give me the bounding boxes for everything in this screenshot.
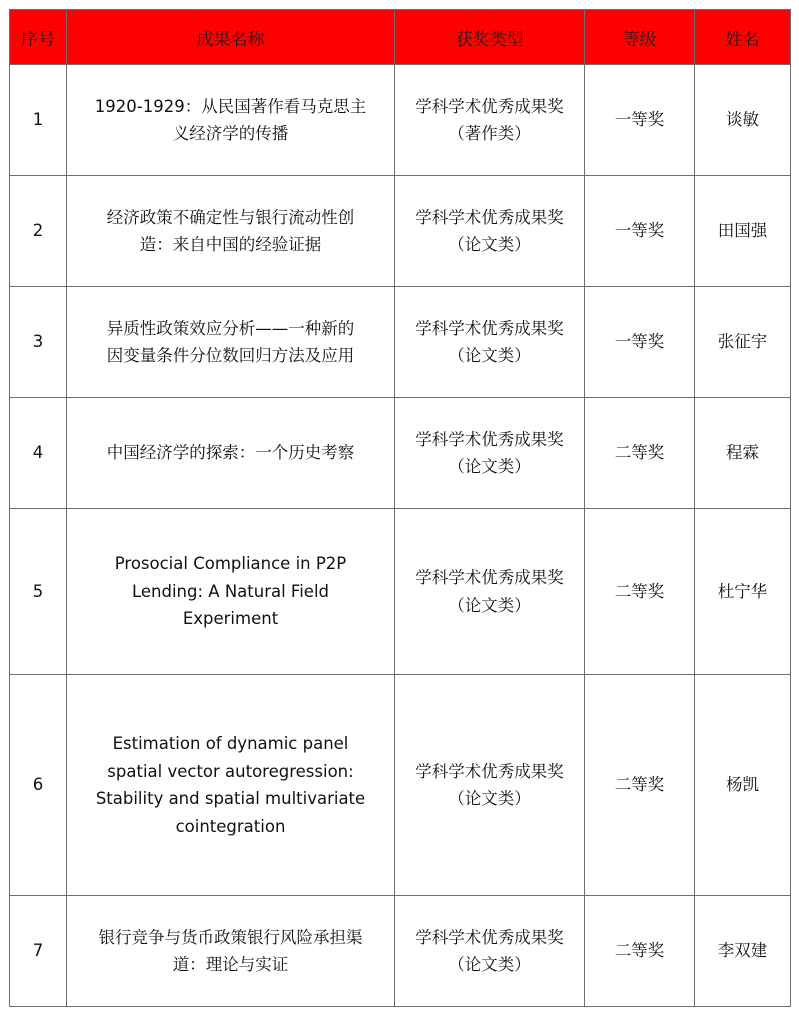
row-level: 一等奖 bbox=[585, 65, 695, 176]
row-award-type-line: 学科学术优秀成果奖 bbox=[415, 429, 564, 449]
row-title-line: 中国经济学的探索：一个历史考察 bbox=[106, 443, 355, 463]
table-row bbox=[10, 287, 791, 398]
row-award-type-line: 学科学术优秀成果奖 bbox=[415, 207, 564, 227]
row-title-line: 银行竞争与货币政策银行风险承担渠 bbox=[98, 927, 363, 947]
row-name: 谈敏 bbox=[695, 65, 791, 176]
row-award-type-line: 学科学术优秀成果奖 bbox=[415, 318, 564, 338]
row-name: 田国强 bbox=[695, 176, 791, 287]
row-title bbox=[67, 896, 395, 1007]
row-level: 二等奖 bbox=[585, 896, 695, 1007]
row-award-type-line: 学科学术优秀成果奖 bbox=[415, 761, 564, 781]
row-title bbox=[67, 398, 395, 509]
row-award-type bbox=[395, 675, 585, 896]
row-title-line: 1920-1929：从民国著作看马克思主 bbox=[94, 96, 367, 116]
row-award-type bbox=[395, 896, 585, 1007]
row-title bbox=[67, 65, 395, 176]
header-title: 成果名称 bbox=[67, 10, 395, 65]
row-award-type-line: （论文类） bbox=[448, 789, 531, 808]
row-award-type-line: （论文类） bbox=[448, 346, 531, 365]
row-title-line: Experiment bbox=[182, 609, 279, 629]
row-award-type bbox=[395, 176, 585, 287]
row-title bbox=[67, 675, 395, 896]
row-level: 一等奖 bbox=[585, 176, 695, 287]
table-row bbox=[10, 675, 791, 896]
row-award-type-line: （论文类） bbox=[448, 595, 531, 615]
table-row bbox=[10, 398, 791, 509]
row-index: 2 bbox=[10, 176, 67, 287]
row-title-line: 异质性政策效应分析——一种新的 bbox=[106, 318, 355, 338]
table-row bbox=[10, 176, 791, 287]
row-index: 5 bbox=[10, 509, 67, 675]
table-body bbox=[10, 65, 791, 1007]
row-name: 李双建 bbox=[695, 896, 791, 1007]
table-row bbox=[10, 896, 791, 1007]
awards-table-container bbox=[9, 9, 790, 1007]
header-level: 等级 bbox=[585, 10, 695, 65]
row-index: 7 bbox=[10, 896, 67, 1007]
row-title-line: 道：理论与实证 bbox=[172, 955, 289, 974]
row-award-type-line: 学科学术优秀成果奖 bbox=[415, 568, 564, 587]
row-name: 杨凯 bbox=[695, 675, 791, 896]
header-index: 序号 bbox=[10, 10, 67, 65]
row-title bbox=[67, 509, 395, 675]
row-award-type-line: （论文类） bbox=[448, 955, 531, 974]
row-title-line: 经济政策不确定性与银行流动性创 bbox=[106, 207, 355, 227]
row-award-type bbox=[395, 65, 585, 176]
row-index: 1 bbox=[10, 65, 67, 176]
table-header-row bbox=[10, 10, 791, 65]
row-title bbox=[67, 287, 395, 398]
header-award-type: 获奖类型 bbox=[395, 10, 585, 65]
table-row bbox=[10, 509, 791, 675]
row-award-type-line: （论文类） bbox=[448, 235, 531, 254]
row-title-line: 义经济学的传播 bbox=[172, 124, 289, 143]
row-name: 杜宁华 bbox=[695, 509, 791, 675]
row-award-type bbox=[395, 398, 585, 509]
row-title-line: 造：来自中国的经验证据 bbox=[139, 235, 322, 254]
row-title-line: Lending: A Natural Field bbox=[131, 581, 330, 601]
row-title-line: Stability and spatial multivariate bbox=[95, 789, 366, 808]
row-award-type-line: 学科学术优秀成果奖 bbox=[415, 927, 564, 947]
row-name: 张征宇 bbox=[695, 287, 791, 398]
row-level: 一等奖 bbox=[585, 287, 695, 398]
row-level: 二等奖 bbox=[585, 509, 695, 675]
row-level: 二等奖 bbox=[585, 398, 695, 509]
row-level: 二等奖 bbox=[585, 675, 695, 896]
row-award-type bbox=[395, 509, 585, 675]
row-title-line: 因变量条件分位数回归方法及应用 bbox=[106, 346, 355, 365]
awards-table bbox=[9, 9, 791, 1007]
row-index: 6 bbox=[10, 675, 67, 896]
row-award-type-line: （著作类） bbox=[448, 124, 531, 143]
row-title-line: cointegration bbox=[175, 816, 286, 836]
row-title-line: Estimation of dynamic panel bbox=[112, 734, 349, 753]
row-index: 4 bbox=[10, 398, 67, 509]
row-title-line: spatial vector autoregression: bbox=[107, 761, 354, 781]
header-name: 姓名 bbox=[695, 10, 791, 65]
table-row bbox=[10, 65, 791, 176]
row-name: 程霖 bbox=[695, 398, 791, 509]
row-award-type-line: （论文类） bbox=[448, 457, 531, 476]
row-award-type bbox=[395, 287, 585, 398]
row-award-type-line: 学科学术优秀成果奖 bbox=[415, 96, 564, 116]
row-index: 3 bbox=[10, 287, 67, 398]
row-title bbox=[67, 176, 395, 287]
row-title-line: Prosocial Compliance in P2P bbox=[114, 554, 347, 574]
